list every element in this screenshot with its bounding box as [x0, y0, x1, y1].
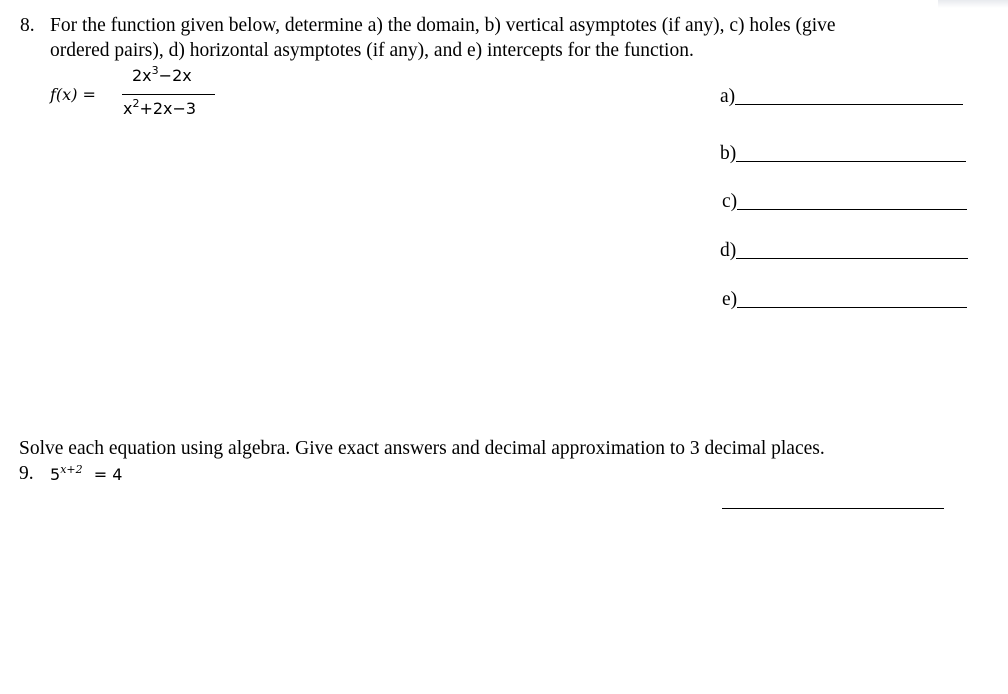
denominator-exponent: 2	[132, 97, 140, 110]
answer-e-blank[interactable]	[737, 306, 967, 308]
answer-a-blank[interactable]	[735, 103, 963, 105]
answer-c-label: c)	[722, 191, 738, 212]
fraction-bar	[122, 94, 215, 95]
numerator-exponent: 3	[151, 64, 159, 77]
answer-a-row[interactable]	[720, 86, 963, 108]
equation-base: 5	[50, 465, 61, 484]
answer-d-row[interactable]	[720, 240, 968, 262]
denominator-base: x	[123, 99, 133, 118]
answer-d-blank[interactable]	[736, 257, 968, 259]
problem-9-number: 9.	[19, 463, 34, 484]
problem-8-text-line1: For the function given below, determine a) the domain, b) vertical asymptotes (if any), c) holes (give	[50, 15, 836, 36]
denominator-rest: +2x−3	[139, 99, 197, 118]
problem-8-text-line2: ordered pairs), d) horizontal asymptotes (if any), and e) intercepts for the function.	[50, 40, 694, 61]
answer-d-label: d)	[720, 240, 737, 261]
equation-rhs: = 4	[93, 465, 123, 484]
answer-c-row[interactable]	[722, 191, 967, 213]
numerator-base: 2x	[132, 66, 152, 85]
answer-e-label: e)	[722, 289, 738, 310]
function-denominator	[123, 99, 196, 118]
answer-e-row[interactable]	[722, 289, 967, 311]
answer-b-blank[interactable]	[736, 160, 966, 162]
equation-exponent: x+2	[60, 463, 83, 476]
problem-9-answer-blank[interactable]	[722, 508, 944, 509]
section-instruction: Solve each equation using algebra. Give exact answers and decimal approximation to 3 decimal places.	[19, 438, 825, 459]
problem-9-equation	[50, 465, 122, 484]
problem-8-number: 8.	[20, 15, 35, 36]
page-edge-shadow	[938, 0, 1008, 8]
answer-a-label: a)	[720, 86, 736, 107]
answer-c-blank[interactable]	[737, 208, 967, 210]
answer-b-label: b)	[720, 143, 737, 164]
function-lhs: f(x) =	[50, 85, 96, 104]
numerator-rest: −2x	[158, 66, 192, 85]
answer-b-row[interactable]	[720, 143, 966, 165]
function-numerator	[132, 66, 192, 85]
